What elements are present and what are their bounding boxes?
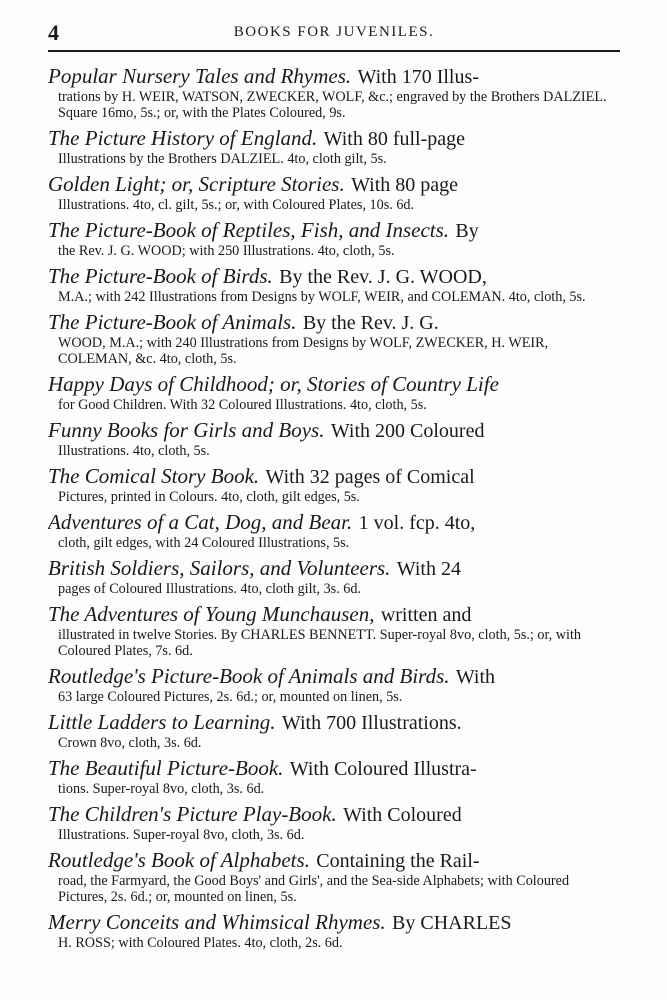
entry-intro: written and [380,604,472,626]
book-title: The Beautiful Picture-Book. [48,756,284,780]
entry-detail: for Good Children. With 32 Coloured Illustrations. 4to, cloth, 5s. [58,397,427,413]
catalogue-entry [48,464,620,505]
book-title: British Soldiers, Sailors, and Volunteers. [48,556,391,580]
catalogue-entry [48,418,620,459]
entry-detail: pages of Coloured Illustrations. 4to, cloth gilt, 3s. 6d. [58,581,362,597]
entry-intro: With 32 pages of Comical [265,466,475,488]
catalogue-entry [48,372,620,413]
book-title: Routledge's Book of Alphabets. [48,848,310,872]
entry-detail: Illustrations. Super-royal 8vo, cloth, 3s. 6d. [58,827,305,843]
book-title: Funny Books for Girls and Boys. [48,418,325,442]
entry-intro: By [455,220,479,242]
entry-detail: Illustrations. 4to, cloth, 5s. [58,443,210,459]
entry-intro: By the Rev. J. G. [302,312,439,334]
entry-detail: H. ROSS; with Coloured Plates. 4to, cloth, 2s. 6d. [58,935,343,951]
entry-detail: Crown 8vo, cloth, 3s. 6d. [58,735,202,751]
book-title: Adventures of a Cat, Dog, and Bear. [48,510,353,534]
entry-intro: With 80 page [351,174,459,196]
entry-intro: With Coloured Illustra- [289,758,477,780]
catalogue-entries [48,64,620,956]
running-title: BOOKS FOR JUVENILES. [233,24,435,40]
entry-intro: With Coloured [343,804,462,826]
book-title: The Picture-Book of Reptiles, Fish, and Insects. [48,218,450,242]
page-header [48,20,620,52]
catalogue-entry [48,172,620,213]
book-title: The Children's Picture Play-Book. [48,802,337,826]
book-title: Routledge's Picture-Book of Animals and Birds. [48,664,450,688]
page-number: 4 [48,20,59,45]
catalogue-entry [48,710,620,751]
book-title: Golden Light; or, Scripture Stories. [48,172,345,196]
book-title: Happy Days of Childhood; or, Stories of Country Life [48,372,499,396]
entry-intro: 1 vol. fcp. 4to, [358,512,476,534]
entry-intro: With 200 Coloured [330,420,485,442]
catalogue-entry [48,218,620,259]
entry-intro: By CHARLES [392,912,512,934]
book-title: Merry Conceits and Whimsical Rhymes. [48,910,386,934]
catalogue-entry [48,556,620,597]
catalogue-entry [48,756,620,797]
entry-detail: cloth, gilt edges, with 24 Coloured Illustrations, 5s. [58,535,350,551]
book-title: Popular Nursery Tales and Rhymes. [48,64,352,88]
entry-intro: With 80 full-page [323,128,466,150]
catalogue-entry [48,664,620,705]
entry-detail: trations by H. WEIR, WATSON, ZWECKER, WOLF, &c.; engraved by the Brothers DALZIEL. Square 16mo, 5s.; or, with the Plates Coloured, 9s. [58,89,607,121]
entry-intro: Containing the Rail- [316,850,480,872]
catalogue-entry [48,264,620,305]
catalogue-entry [48,126,620,167]
catalogue-entry [48,802,620,843]
entry-intro: With 700 Illustrations. [281,712,462,734]
catalogue-entry [48,64,620,121]
entry-detail: 63 large Coloured Pictures, 2s. 6d.; or, mounted on linen, 5s. [58,689,403,705]
entry-detail: Illustrations by the Brothers DALZIEL. 4to, cloth gilt, 5s. [58,151,387,167]
entry-detail: Illustrations. 4to, cl. gilt, 5s.; or, with Coloured Plates, 10s. 6d. [58,197,415,213]
entry-intro: With 24 [396,558,461,580]
catalogue-entry [48,910,620,951]
entry-detail: Pictures, printed in Colours. 4to, cloth, gilt edges, 5s. [58,489,360,505]
entry-detail: the Rev. J. G. WOOD; with 250 Illustrations. 4to, cloth, 5s. [58,243,395,259]
catalogue-entry [48,848,620,905]
entry-intro: By the Rev. J. G. WOOD, [279,266,487,288]
entry-detail: WOOD, M.A.; with 240 Illustrations from Designs by WOLF, ZWECKER, H. WEIR, COLEMAN, &c. 4to, cloth, 5s. [58,335,549,367]
book-title: Little Ladders to Learning. [48,710,276,734]
catalogue-entry [48,602,620,659]
book-title: The Picture-Book of Birds. [48,264,273,288]
catalogue-entry [48,310,620,367]
entry-detail: illustrated in twelve Stories. By CHARLES BENNETT. Super-royal 8vo, cloth, 5s.; or, with Coloured Plates, 7s. 6d. [58,627,581,659]
book-title: The Adventures of Young Munchausen, [48,602,375,626]
entry-intro: With [455,666,496,688]
book-title: The Picture History of England. [48,126,318,150]
entry-detail: road, the Farmyard, the Good Boys' and Girls', and the Sea-side Alphabets; with Coloured Pictures, 2s. 6d.; or, mounted on linen, 5s. [58,873,570,905]
book-title: The Picture-Book of Animals. [48,310,297,334]
catalogue-entry [48,510,620,551]
book-title: The Comical Story Book. [48,464,260,488]
entry-detail: M.A.; with 242 Illustrations from Designs by WOLF, WEIR, and COLEMAN. 4to, cloth, 5s. [58,289,586,305]
entry-intro: With 170 Illus- [357,66,479,88]
entry-detail: tions. Super-royal 8vo, cloth, 3s. 6d. [58,781,265,797]
